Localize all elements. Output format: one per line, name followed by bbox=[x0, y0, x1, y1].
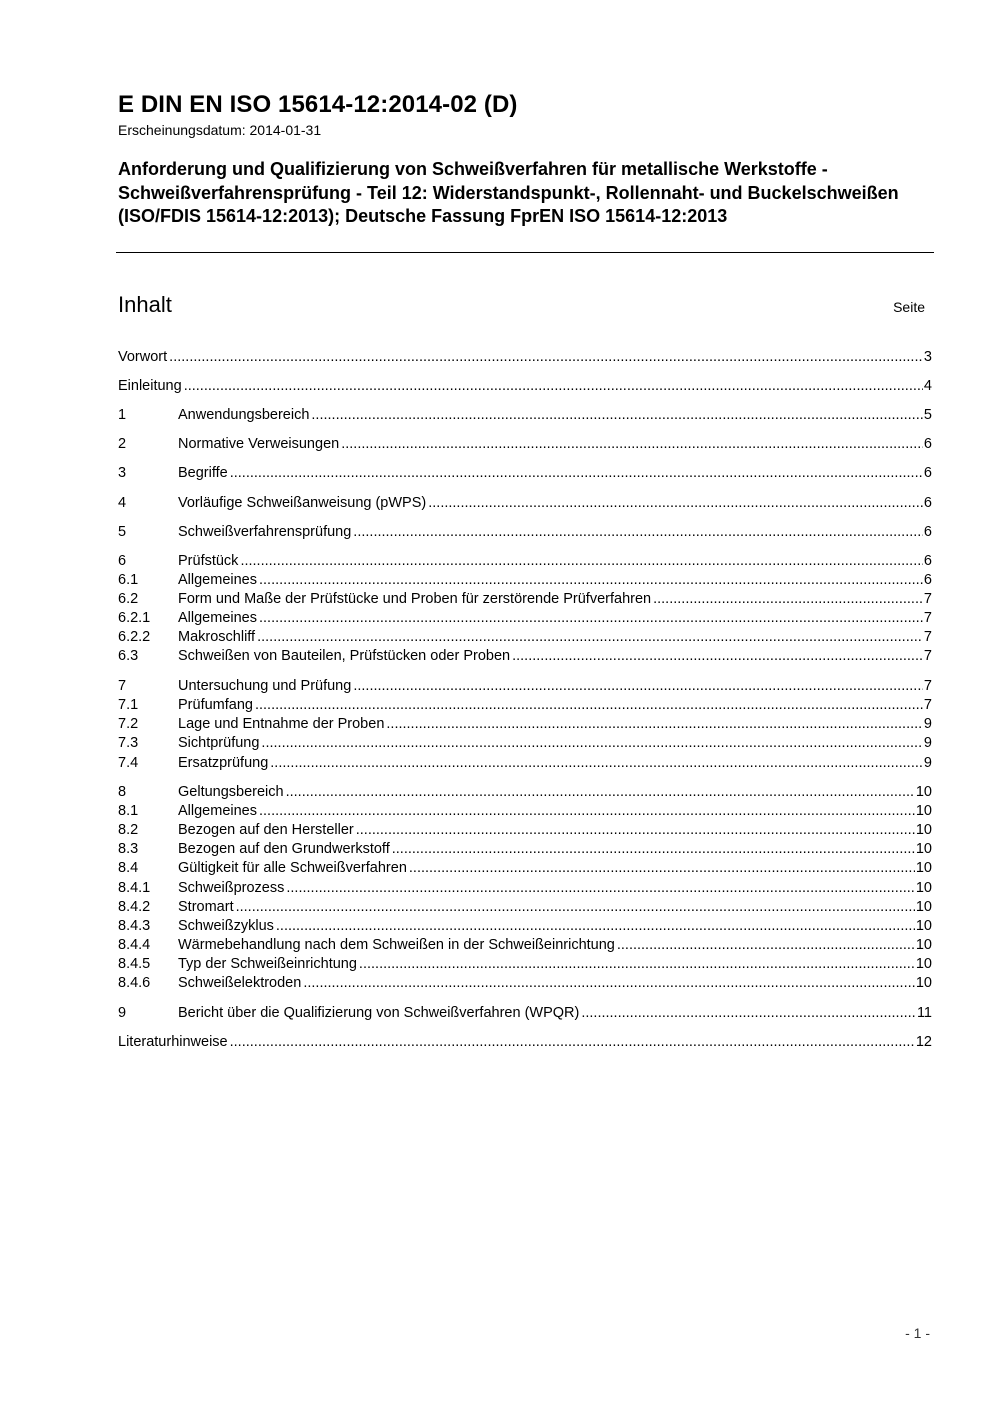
toc-dot-leader bbox=[259, 571, 923, 590]
toc-dot-leader bbox=[617, 936, 915, 955]
toc-dot-leader bbox=[512, 647, 923, 666]
toc-entry-page: 10 bbox=[915, 784, 932, 800]
toc-entry-page: 6 bbox=[923, 572, 932, 588]
toc-entry-page: 7 bbox=[923, 678, 932, 694]
toc-entry-page: 3 bbox=[923, 349, 932, 365]
toc-entry-number: 7.3 bbox=[118, 735, 139, 751]
toc-entry-title: Schweißen von Bauteilen, Prüfstücken oder Proben bbox=[178, 648, 511, 664]
toc-entry-title: Schweißzyklus bbox=[178, 918, 274, 934]
toc-dot-leader bbox=[581, 1004, 916, 1023]
toc-entry-page: 7 bbox=[923, 629, 932, 645]
toc-entry-number: 8.4.5 bbox=[118, 956, 151, 972]
toc-entry-title: Form und Maße der Prüfstücke und Proben für zerstörende Prüfverfahren bbox=[178, 591, 652, 607]
toc-entry-page: 7 bbox=[923, 648, 932, 664]
toc-entry[interactable] bbox=[118, 348, 932, 367]
toc-entry-page: 6 bbox=[923, 465, 932, 481]
toc-entry[interactable] bbox=[118, 571, 932, 590]
toc-entry[interactable] bbox=[118, 464, 932, 483]
toc-entry-title: Typ der Schweißeinrichtung bbox=[178, 956, 357, 972]
document-id: E DIN EN ISO 15614-12:2014-02 (D) bbox=[118, 91, 518, 118]
toc-dot-leader bbox=[359, 955, 915, 974]
toc-entry[interactable] bbox=[118, 647, 932, 666]
toc-heading: Inhalt bbox=[118, 292, 172, 317]
toc-entry-number: 6.2.2 bbox=[118, 629, 151, 645]
page-number: - 1 - bbox=[905, 1325, 930, 1341]
toc-dot-leader bbox=[409, 859, 915, 878]
toc-dot-leader bbox=[386, 715, 923, 734]
toc-entry[interactable] bbox=[118, 898, 932, 917]
toc-entry-title: Allgemeines bbox=[178, 803, 257, 819]
toc-dot-leader bbox=[261, 734, 923, 753]
toc-dot-leader bbox=[353, 523, 923, 542]
toc-entry-title: Bezogen auf den Grundwerkstoff bbox=[178, 841, 390, 857]
toc-dot-leader bbox=[240, 552, 922, 571]
toc-entry-number: 2 bbox=[118, 436, 127, 452]
toc-entry-number: 6.1 bbox=[118, 572, 139, 588]
toc-entry-page: 9 bbox=[923, 716, 932, 732]
toc-entry-title: Allgemeines bbox=[178, 572, 257, 588]
toc-dot-leader bbox=[392, 840, 915, 859]
toc-entry-number: 8.4 bbox=[118, 860, 139, 876]
toc-entry-title: Anwendungsbereich bbox=[178, 407, 310, 423]
toc-entry[interactable] bbox=[118, 609, 932, 628]
toc-dot-leader bbox=[341, 435, 923, 454]
toc-entry[interactable] bbox=[118, 377, 932, 396]
toc-entry[interactable] bbox=[118, 955, 932, 974]
toc-entry-number: 4 bbox=[118, 495, 127, 511]
toc-entry-number: 1 bbox=[118, 407, 127, 423]
toc-entry-page: 10 bbox=[915, 918, 932, 934]
toc-entry-title: Makroschliff bbox=[178, 629, 256, 645]
toc-entry-number: 8.4.6 bbox=[118, 975, 151, 991]
toc-entry-number: 8 bbox=[118, 784, 127, 800]
toc-entry[interactable] bbox=[118, 840, 932, 859]
toc-entry-title: Prüfstück bbox=[178, 553, 239, 569]
toc-entry-number: 9 bbox=[118, 1005, 127, 1021]
toc-dot-leader bbox=[653, 590, 923, 609]
toc-entry[interactable] bbox=[118, 821, 932, 840]
toc-entry-page: 10 bbox=[915, 822, 932, 838]
toc-dot-leader bbox=[257, 628, 923, 647]
toc-entry[interactable] bbox=[118, 734, 932, 753]
toc-entry-page: 7 bbox=[923, 591, 932, 607]
toc-entry-page: 5 bbox=[923, 407, 932, 423]
toc-entry-title: Vorläufige Schweißanweisung (pWPS) bbox=[178, 495, 427, 511]
toc-entry-page: 4 bbox=[923, 378, 932, 394]
toc-entry-title: Lage und Entnahme der Proben bbox=[178, 716, 385, 732]
toc-entry-title: Untersuchung und Prüfung bbox=[178, 678, 352, 694]
toc-entry-number: 7 bbox=[118, 678, 127, 694]
toc-entry-page: 7 bbox=[923, 610, 932, 626]
toc-entry[interactable] bbox=[118, 435, 932, 454]
toc-entry-title: Begriffe bbox=[178, 465, 228, 481]
toc-entry-number: 6 bbox=[118, 553, 127, 569]
toc-entry-title: Schweißverfahrensprüfung bbox=[178, 524, 352, 540]
toc-entry-number: 8.4.2 bbox=[118, 899, 151, 915]
toc-dot-leader bbox=[236, 898, 915, 917]
toc-entry[interactable] bbox=[118, 783, 932, 802]
toc-entry-title: Prüfumfang bbox=[178, 697, 253, 713]
toc-dot-leader bbox=[286, 879, 914, 898]
toc-dot-leader bbox=[356, 821, 915, 840]
toc-dot-leader bbox=[303, 974, 915, 993]
toc-page-label: Seite bbox=[893, 299, 925, 315]
toc-entry-page: 6 bbox=[923, 495, 932, 511]
toc-dot-leader bbox=[311, 406, 923, 425]
toc-dot-leader bbox=[230, 1033, 915, 1052]
toc-entry[interactable] bbox=[118, 754, 932, 773]
toc-entry-number: 8.3 bbox=[118, 841, 139, 857]
toc-entry-number: 8.4.3 bbox=[118, 918, 151, 934]
toc-entry-page: 7 bbox=[923, 697, 932, 713]
toc-entry-page: 10 bbox=[915, 803, 932, 819]
toc-dot-leader bbox=[184, 377, 923, 396]
publication-date: Erscheinungsdatum: 2014-01-31 bbox=[118, 122, 322, 138]
toc-entry[interactable] bbox=[118, 552, 932, 571]
toc-entry-title: Einleitung bbox=[118, 378, 182, 394]
toc-entry[interactable] bbox=[118, 677, 932, 696]
toc-dot-leader bbox=[270, 754, 923, 773]
toc-dot-leader bbox=[428, 494, 923, 513]
toc-entry-number: 8.2 bbox=[118, 822, 139, 838]
toc-entry-title: Sichtprüfung bbox=[178, 735, 260, 751]
toc-entry-page: 10 bbox=[915, 937, 932, 953]
toc-entry[interactable] bbox=[118, 715, 932, 734]
toc-entry-page: 10 bbox=[915, 956, 932, 972]
toc-entry-title: Wärmebehandlung nach dem Schweißen in der Schweißeinrichtung bbox=[178, 937, 615, 953]
toc-entry-number: 7.4 bbox=[118, 755, 139, 771]
toc-entry-title: Geltungsbereich bbox=[178, 784, 284, 800]
toc-entry-title: Literaturhinweise bbox=[118, 1034, 228, 1050]
toc-entry-page: 10 bbox=[915, 899, 932, 915]
toc-entry-number: 6.2 bbox=[118, 591, 139, 607]
toc-dot-leader bbox=[286, 783, 915, 802]
toc-entry-title: Bericht über die Qualifizierung von Schweißverfahren (WPQR) bbox=[178, 1005, 580, 1021]
toc-dot-leader bbox=[259, 609, 923, 628]
toc-dot-leader bbox=[169, 348, 923, 367]
toc-entry-number: 7.1 bbox=[118, 697, 139, 713]
toc-entry-number: 5 bbox=[118, 524, 127, 540]
toc-entry-title: Bezogen auf den Hersteller bbox=[178, 822, 354, 838]
title-divider bbox=[116, 252, 934, 253]
toc-entry-number: 7.2 bbox=[118, 716, 139, 732]
toc-entry-title: Stromart bbox=[178, 899, 234, 915]
toc-entry-page: 9 bbox=[923, 735, 932, 751]
toc-entry-title: Normative Verweisungen bbox=[178, 436, 340, 452]
toc-entry-number: 8.1 bbox=[118, 803, 139, 819]
toc-entry[interactable] bbox=[118, 859, 932, 878]
toc-entry-title: Vorwort bbox=[118, 349, 168, 365]
document-title: Anforderung und Qualifizierung von Schweißverfahren für metallische Werkstoffe - Schweißverfahrensprüfung - Teil 12: Widerstandspunkt-, Rollennaht- und Buckelschweißen (ISO/FDIS 15614-12:2013); Deutsche Fassung FprEN ISO 15614-12:2013 bbox=[118, 159, 899, 226]
toc-entry[interactable] bbox=[118, 1004, 932, 1023]
toc-entry[interactable] bbox=[118, 494, 932, 513]
toc-entry[interactable] bbox=[118, 1033, 932, 1052]
toc-entry-page: 11 bbox=[916, 1005, 932, 1021]
toc-entry-page: 12 bbox=[915, 1034, 932, 1050]
toc-entry-page: 10 bbox=[915, 860, 932, 876]
toc-dot-leader bbox=[259, 802, 915, 821]
toc-entry-title: Gültigkeit für alle Schweißverfahren bbox=[178, 860, 407, 876]
toc-entry-number: 3 bbox=[118, 465, 127, 481]
toc-entry-page: 10 bbox=[915, 880, 932, 896]
toc-entry[interactable] bbox=[118, 917, 932, 936]
toc-entry-title: Schweißprozess bbox=[178, 880, 285, 896]
toc-entry-number: 6.2.1 bbox=[118, 610, 151, 626]
toc-entry[interactable] bbox=[118, 628, 932, 647]
toc-entry-title: Ersatzprüfung bbox=[178, 755, 269, 771]
toc-entry-page: 10 bbox=[915, 975, 932, 991]
toc-entry[interactable] bbox=[118, 879, 932, 898]
toc-entry[interactable] bbox=[118, 974, 932, 993]
toc-entry-title: Allgemeines bbox=[178, 610, 257, 626]
toc-entry-page: 6 bbox=[923, 553, 932, 569]
toc-entry[interactable] bbox=[118, 936, 932, 955]
toc-entry-page: 6 bbox=[923, 436, 932, 452]
toc-entry[interactable] bbox=[118, 523, 932, 542]
toc-entry-number: 6.3 bbox=[118, 648, 139, 664]
toc-dot-leader bbox=[255, 696, 923, 715]
toc-entry-page: 9 bbox=[923, 755, 932, 771]
toc-entry[interactable] bbox=[118, 802, 932, 821]
toc-entry[interactable] bbox=[118, 406, 932, 425]
toc-dot-leader bbox=[230, 464, 923, 483]
toc-entry-number: 8.4.1 bbox=[118, 880, 151, 896]
toc-entry[interactable] bbox=[118, 590, 932, 609]
toc-entry-number: 8.4.4 bbox=[118, 937, 151, 953]
toc-dot-leader bbox=[276, 917, 915, 936]
toc-entry-page: 6 bbox=[923, 524, 932, 540]
toc-entry-title: Schweißelektroden bbox=[178, 975, 302, 991]
toc-dot-leader bbox=[353, 677, 923, 696]
toc-entry[interactable] bbox=[118, 696, 932, 715]
toc-entry-page: 10 bbox=[915, 841, 932, 857]
